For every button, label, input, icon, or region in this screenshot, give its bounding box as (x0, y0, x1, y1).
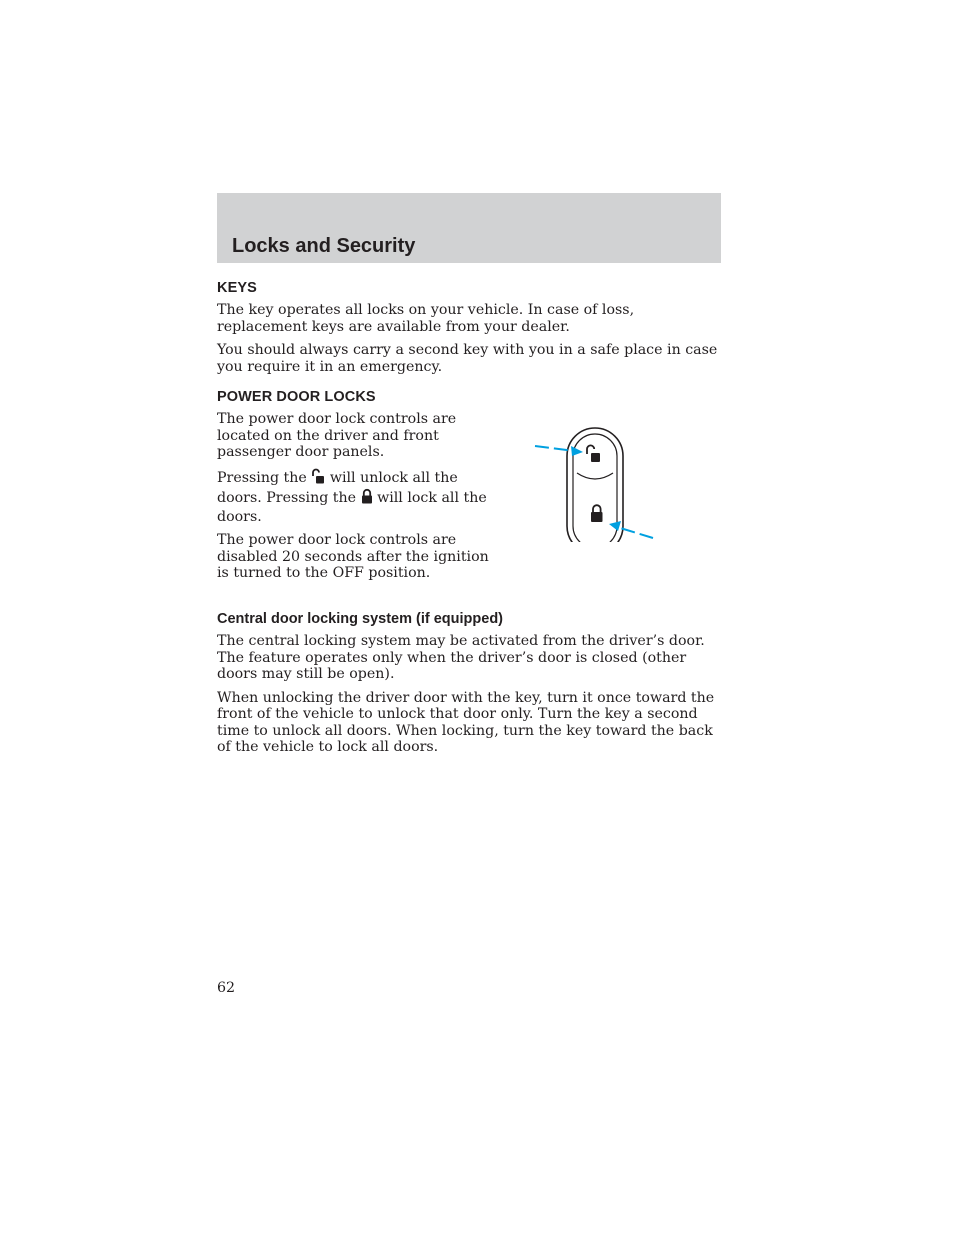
power-door-locks-block (217, 411, 721, 597)
unlock-icon (311, 468, 325, 489)
keys-paragraph-1: The key operates all locks on your vehicle. In case of loss, replacement keys are available from your dealer. (217, 302, 635, 335)
power-door-locks-heading: POWER DOOR LOCKS (217, 389, 376, 405)
switch-unlock-icon (587, 445, 600, 462)
pressing-text-a: Pressing the (217, 469, 307, 486)
switch-inner-bezel (573, 434, 617, 542)
central-locking-heading: Central door locking system (if equipped) (217, 611, 504, 627)
pressing-text-c: will lock all the doors. (217, 490, 487, 525)
central-locking-paragraph-1: The central locking system may be activated from the driver’s door. The feature operates only when the driver’s door is closed (other doors may still be open). (217, 633, 705, 682)
power-door-locks-text (217, 411, 492, 589)
unlock-callout-arrow (535, 446, 583, 456)
door-lock-switch-illustration (531, 407, 661, 542)
lock-icon (361, 488, 373, 509)
page-content (217, 280, 721, 763)
switch-divider (577, 473, 613, 479)
page-number: 62 (217, 980, 236, 996)
power-door-locks-paragraph-2 (217, 468, 492, 526)
power-door-locks-paragraph-1: The power door lock controls are located on the driver and front passenger door panels. (217, 411, 457, 460)
section-header-band (217, 193, 721, 263)
keys-heading: KEYS (217, 280, 257, 296)
keys-paragraph-2: You should always carry a second key with you in a safe place in case you require it in an emergency. (217, 342, 718, 375)
pressing-text-b: will unlock all the doors. Pressing the (217, 469, 458, 506)
power-door-locks-paragraph-3: The power door lock controls are disabled 20 seconds after the ignition is turned to the OFF position. (217, 532, 489, 581)
section-title: Locks and Security (232, 235, 416, 257)
switch-lock-icon (591, 505, 603, 522)
central-locking-paragraph-2: When unlocking the driver door with the key, turn it once toward the front of the vehicle to unlock that door only. Turn the key a second time to unlock all doors. When locking, turn the key toward the back of the vehicle to lock all doors. (217, 689, 715, 755)
